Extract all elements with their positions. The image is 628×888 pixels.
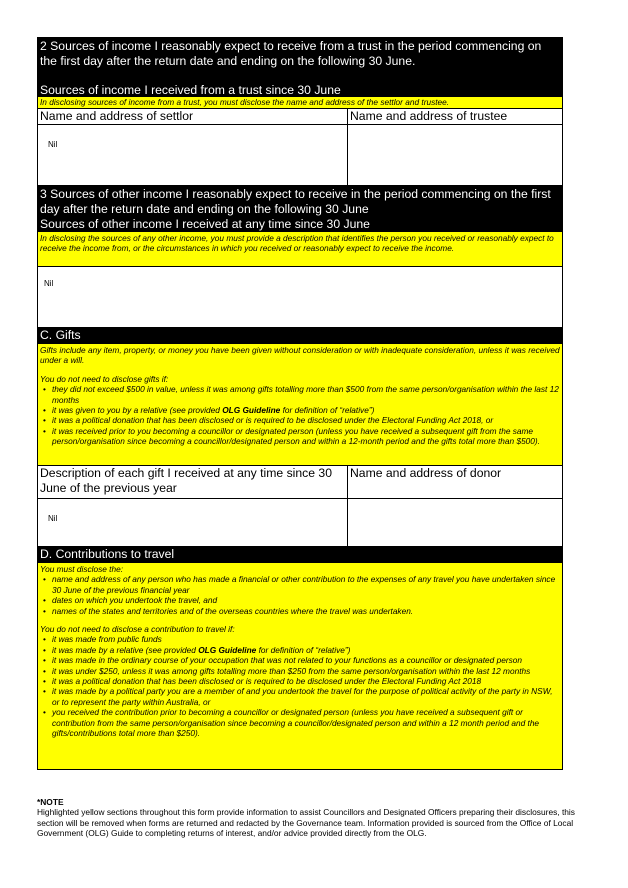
trustee-header: Name and address of trustee [350, 109, 508, 123]
list-item: • it was under $250, unless it was among gifts totalling more than $250 from the same person/organisation within the last 12 months [52, 666, 560, 676]
list-item: • it was made in the ordinary course of your occupation that was not related to your functions as a councillor or designated person [52, 655, 560, 665]
settlor-field[interactable]: Nil [38, 125, 348, 185]
travel-exemption-lead: You do not need to disclose a contribution to travel if: [40, 624, 235, 635]
trustee-field[interactable] [348, 125, 562, 185]
list-item: • dates on which you undertook the travel, and [52, 595, 560, 605]
list-item: • it was made by a political party you are a member of and you undertook the travel for the purpose of political activity of the party in NSW, or to represent the party within Australia, or [52, 686, 560, 707]
section-2-values [38, 125, 562, 186]
section-2-header [38, 37, 562, 97]
list-item: • you received the contribution prior to becoming a councillor or designated person (unless you have received a subsequent gift or contribution from the same person/organisation since becoming a councillor/designated person and within a 12 month period and the gifts/contributions total more than $250). [52, 707, 560, 738]
list-item: • name and address of any person who has made a financial or other contribution to the expenses of any travel you have undertaken since 30 June of the previous financial year [52, 574, 560, 595]
donor-header: Name and address of donor [350, 466, 502, 480]
gift-description-header: Description of each gift I received at any time since 30 June of the previous year [38, 466, 348, 498]
list-item: • it was made by a relative (see provided OLG Guideline for definition of “relative”) [52, 645, 560, 655]
gift-description-field[interactable]: Nil [38, 499, 348, 546]
section-3-subheading: Sources of other income I received at any time since 30 June [40, 217, 370, 231]
gifts-exemption-list [40, 384, 560, 446]
section-2-heading: 2 Sources of income I reasonably expect to receive from a trust in the period commencing on the first day after the return date and ending on the following 30 June. [40, 39, 542, 68]
note-text: Highlighted yellow sections throughout this form provide information to assist Councillors and Designated Officers preparing their disclosures, this section will be removed when forms are returned and redacted by the Governance team. Information provided is sourced from the Office of Local Government (OLG) Guide to completing returns of interest, and/or advice provided directly from the OLG. [37, 807, 575, 838]
list-item: • it was received prior to you becoming a councillor or designated person (unless you have received a subsequent gift from the same person/organisation since becoming a councillor/designated person and within a 12-month period and the gifts total more than $500). [52, 426, 560, 447]
section-c-column-headers [38, 466, 562, 499]
other-income-field[interactable]: Nil [38, 267, 562, 328]
section-3-guidance: In disclosing the sources of any other income, you must provide a description that identifies the person you received or reasonably expect to receive the income from, or the circumstances in which you received or reasonably expect to receive the income. [38, 232, 562, 267]
gifts-guidance-intro: Gifts include any item, property, or money you have been given without consideration or with inadequate consideration, unless it was received under a will. [40, 345, 560, 366]
section-d-guidance [38, 563, 562, 770]
section-c-header: C. Gifts [38, 328, 562, 344]
note-label: *NOTE [37, 797, 64, 807]
travel-must-list [40, 574, 560, 616]
settlor-header: Name and address of settlor [38, 109, 348, 124]
section-2-subheading: Sources of income I received from a trust since 30 June [40, 83, 341, 97]
list-item: • it was a political donation that has been disclosed or is required to be disclosed under the Electoral Funding Act 2018, or [52, 415, 560, 425]
section-2-column-headers [38, 109, 562, 125]
gifts-guidance-lead: You do not need to disclose gifts if: [40, 373, 169, 384]
section-3-header [38, 186, 562, 232]
section-c-values [38, 499, 562, 547]
section-2-guidance: In disclosing sources of income from a trust, you must disclose the name and address of the settlor and trustee. [38, 97, 562, 109]
list-item: • it was a political donation that has been disclosed or is required to be disclosed under the Electoral Funding Act 2018 [52, 676, 560, 686]
section-3-heading: 3 Sources of other income I reasonably expect to receive in the period commencing on the first day after the return date and ending on the following 30 June [40, 187, 551, 216]
section-d-header: D. Contributions to travel [38, 547, 562, 563]
list-item: • it was made from public funds [52, 634, 560, 644]
section-c-guidance [38, 344, 562, 466]
list-item: • they did not exceed $500 in value, unless it was among gifts totalling more than $500 from the same person/organisation within the last 12 months [52, 384, 560, 405]
donor-field[interactable] [348, 499, 562, 546]
travel-exemption-list [40, 634, 560, 738]
travel-must-lead: You must disclose the: [40, 564, 124, 574]
disclosure-form [37, 37, 563, 770]
form-note [37, 797, 583, 838]
list-item: • it was given to you by a relative (see provided OLG Guideline for definition of “relative”) [52, 405, 560, 415]
list-item: • names of the states and territories and of the overseas countries where the travel was undertaken. [52, 606, 560, 616]
